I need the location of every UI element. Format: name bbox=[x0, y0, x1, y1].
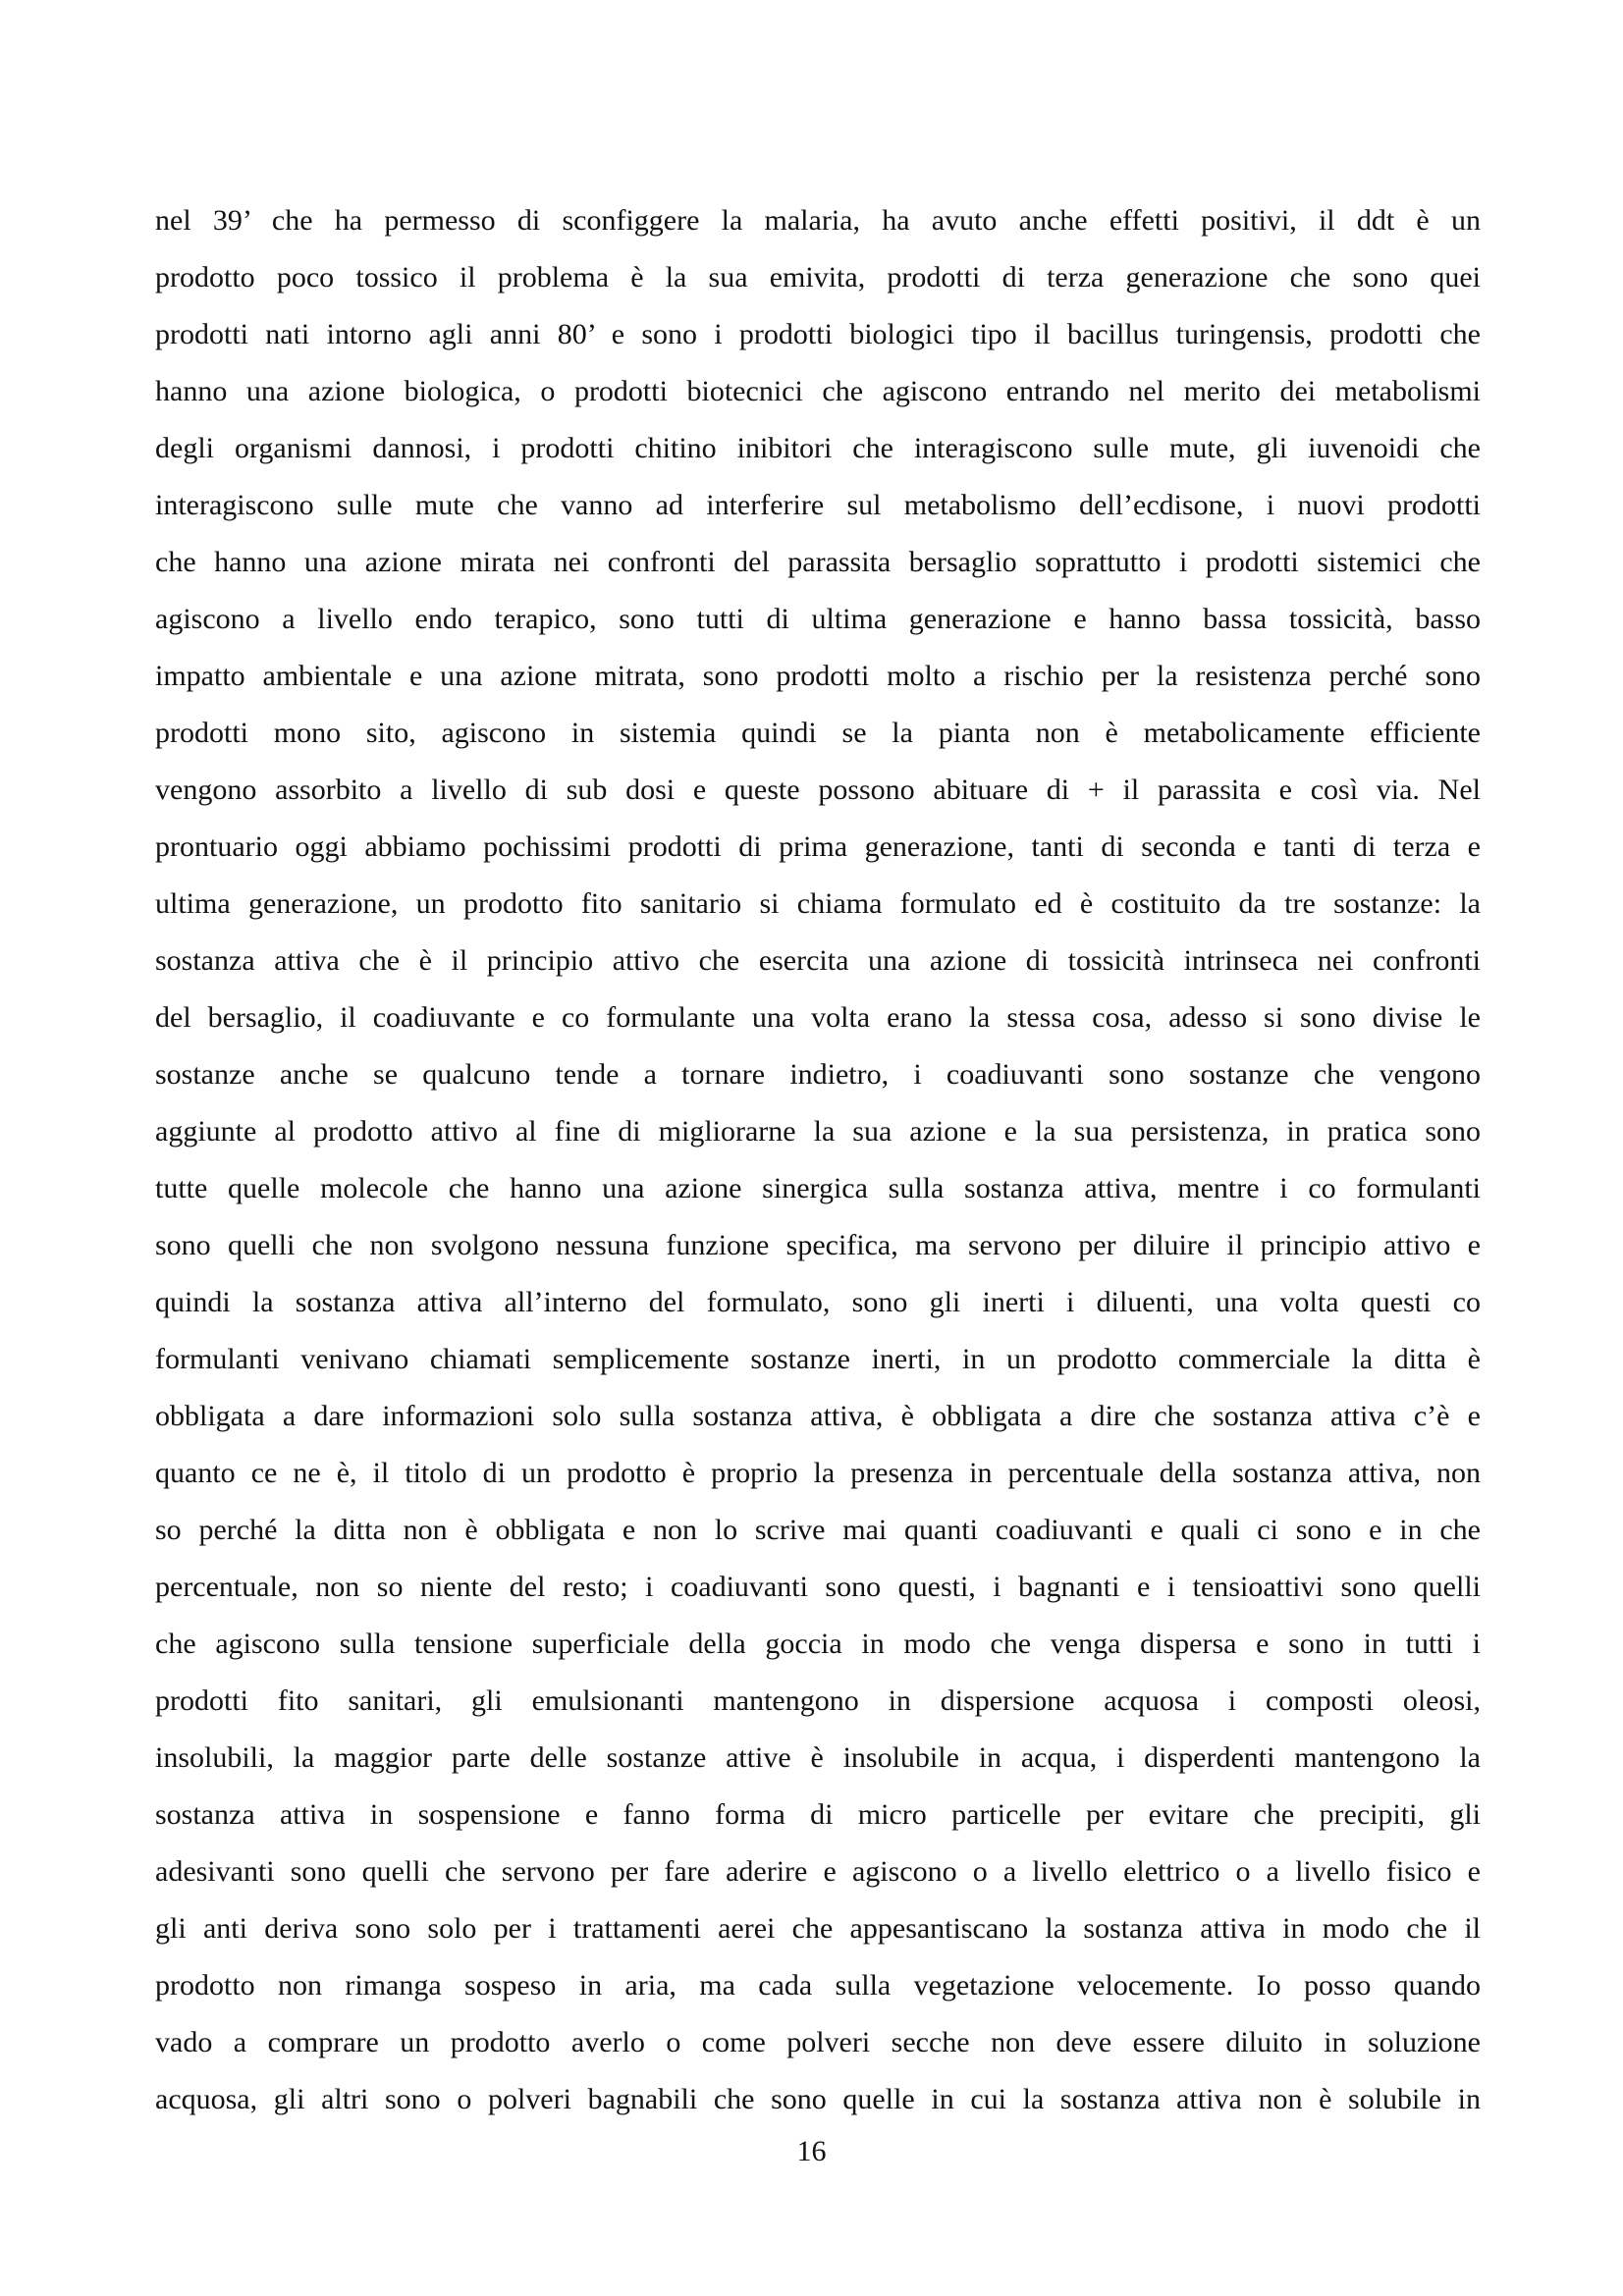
text-line: interagiscono sulle mute che vanno ad interferire sul metabolismo dell’ecdisone, i nuovi prodotti bbox=[155, 489, 1481, 521]
body-paragraph bbox=[155, 192, 1481, 2128]
text-line: so perché la ditta non è obbligata e non lo scrive mai quanti coadiuvanti e quali ci sono e in che bbox=[155, 1514, 1481, 1546]
text-line: insolubili, la maggior parte delle sostanze attive è insolubile in acqua, i disperdenti mantengono la bbox=[155, 1741, 1481, 1774]
text-line: formulanti venivano chiamati semplicemente sostanze inerti, in un prodotto commerciale la ditta è bbox=[155, 1343, 1481, 1375]
text-line: quanto ce ne è, il titolo di un prodotto è proprio la presenza in percentuale della sostanza attiva, non bbox=[155, 1457, 1481, 1489]
text-line: sostanze anche se qualcuno tende a tornare indietro, i coadiuvanti sono sostanze che vengono bbox=[155, 1058, 1481, 1091]
text-line: vado a comprare un prodotto averlo o come polveri secche non deve essere diluito in soluzione bbox=[155, 2026, 1481, 2058]
text-line: prodotti nati intorno agli anni 80’ e sono i prodotti biologici tipo il bacillus turingensis, prodotti che bbox=[155, 318, 1481, 350]
text-line: sono quelli che non svolgono nessuna funzione specifica, ma servono per diluire il principio attivo e bbox=[155, 1229, 1481, 1261]
text-line: gli anti deriva sono solo per i trattamenti aerei che appesantiscano la sostanza attiva in modo che il bbox=[155, 1912, 1481, 1945]
text-line: degli organismi dannosi, i prodotti chitino inibitori che interagiscono sulle mute, gli iuvenoidi che bbox=[155, 432, 1481, 464]
text-line: vengono assorbito a livello di sub dosi e queste possono abituare di + il parassita e così via. Nel bbox=[155, 774, 1481, 806]
page-number: 16 bbox=[796, 2135, 827, 2167]
text-line: hanno una azione biologica, o prodotti biotecnici che agiscono entrando nel merito dei metabolismi bbox=[155, 375, 1481, 407]
text-line: tutte quelle molecole che hanno una azione sinergica sulla sostanza attiva, mentre i co formulanti bbox=[155, 1172, 1481, 1204]
text-line: prontuario oggi abbiamo pochissimi prodotti di prima generazione, tanti di seconda e tanti di terza e bbox=[155, 830, 1481, 863]
text-line: prodotto non rimanga sospeso in aria, ma cada sulla vegetazione velocemente. Io posso quando bbox=[155, 1969, 1481, 2002]
text-line: nel 39’ che ha permesso di sconfiggere la malaria, ha avuto anche effetti positivi, il ddt è un bbox=[155, 204, 1481, 237]
text-line: impatto ambientale e una azione mitrata, sono prodotti molto a rischio per la resistenza perché sono bbox=[155, 660, 1481, 692]
text-line: adesivanti sono quelli che servono per fare aderire e agiscono o a livello elettrico o a livello fisico e bbox=[155, 1855, 1481, 1888]
text-line: aggiunte al prodotto attivo al fine di migliorarne la sua azione e la sua persistenza, in pratica sono bbox=[155, 1115, 1481, 1148]
text-line: percentuale, non so niente del resto; i coadiuvanti sono questi, i bagnanti e i tensioattivi sono quelli bbox=[155, 1571, 1481, 1603]
text-line: che hanno una azione mirata nei confronti del parassita bersaglio soprattutto i prodotti sistemici che bbox=[155, 546, 1481, 578]
text-line: quindi la sostanza attiva all’interno del formulato, sono gli inerti i diluenti, una volta questi co bbox=[155, 1286, 1481, 1318]
text-line: acquosa, gli altri sono o polveri bagnabili che sono quelle in cui la sostanza attiva non è solubile in bbox=[155, 2083, 1481, 2115]
text-line: del bersaglio, il coadiuvante e co formulante una volta erano la stessa cosa, adesso si sono divise le bbox=[155, 1001, 1481, 1034]
text-line: che agiscono sulla tensione superficiale della goccia in modo che venga dispersa e sono in tutti i bbox=[155, 1628, 1481, 1660]
text-line: prodotto poco tossico il problema è la sua emivita, prodotti di terza generazione che sono quei bbox=[155, 261, 1481, 294]
text-line: obbligata a dare informazioni solo sulla sostanza attiva, è obbligata a dire che sostanza attiva c’è e bbox=[155, 1400, 1481, 1432]
text-line: agiscono a livello endo terapico, sono tutti di ultima generazione e hanno bassa tossicità, basso bbox=[155, 603, 1481, 635]
text-line: sostanza attiva in sospensione e fanno forma di micro particelle per evitare che precipiti, gli bbox=[155, 1798, 1481, 1831]
text-line: ultima generazione, un prodotto fito sanitario si chiama formulato ed è costituito da tre sostanze: la bbox=[155, 887, 1481, 920]
text-line: prodotti fito sanitari, gli emulsionanti mantengono in dispersione acquosa i composti oleosi, bbox=[155, 1684, 1481, 1717]
text-line: sostanza attiva che è il principio attivo che esercita una azione di tossicità intrinseca nei confronti bbox=[155, 944, 1481, 977]
text-line: prodotti mono sito, agiscono in sistemia quindi se la pianta non è metabolicamente efficiente bbox=[155, 717, 1481, 749]
